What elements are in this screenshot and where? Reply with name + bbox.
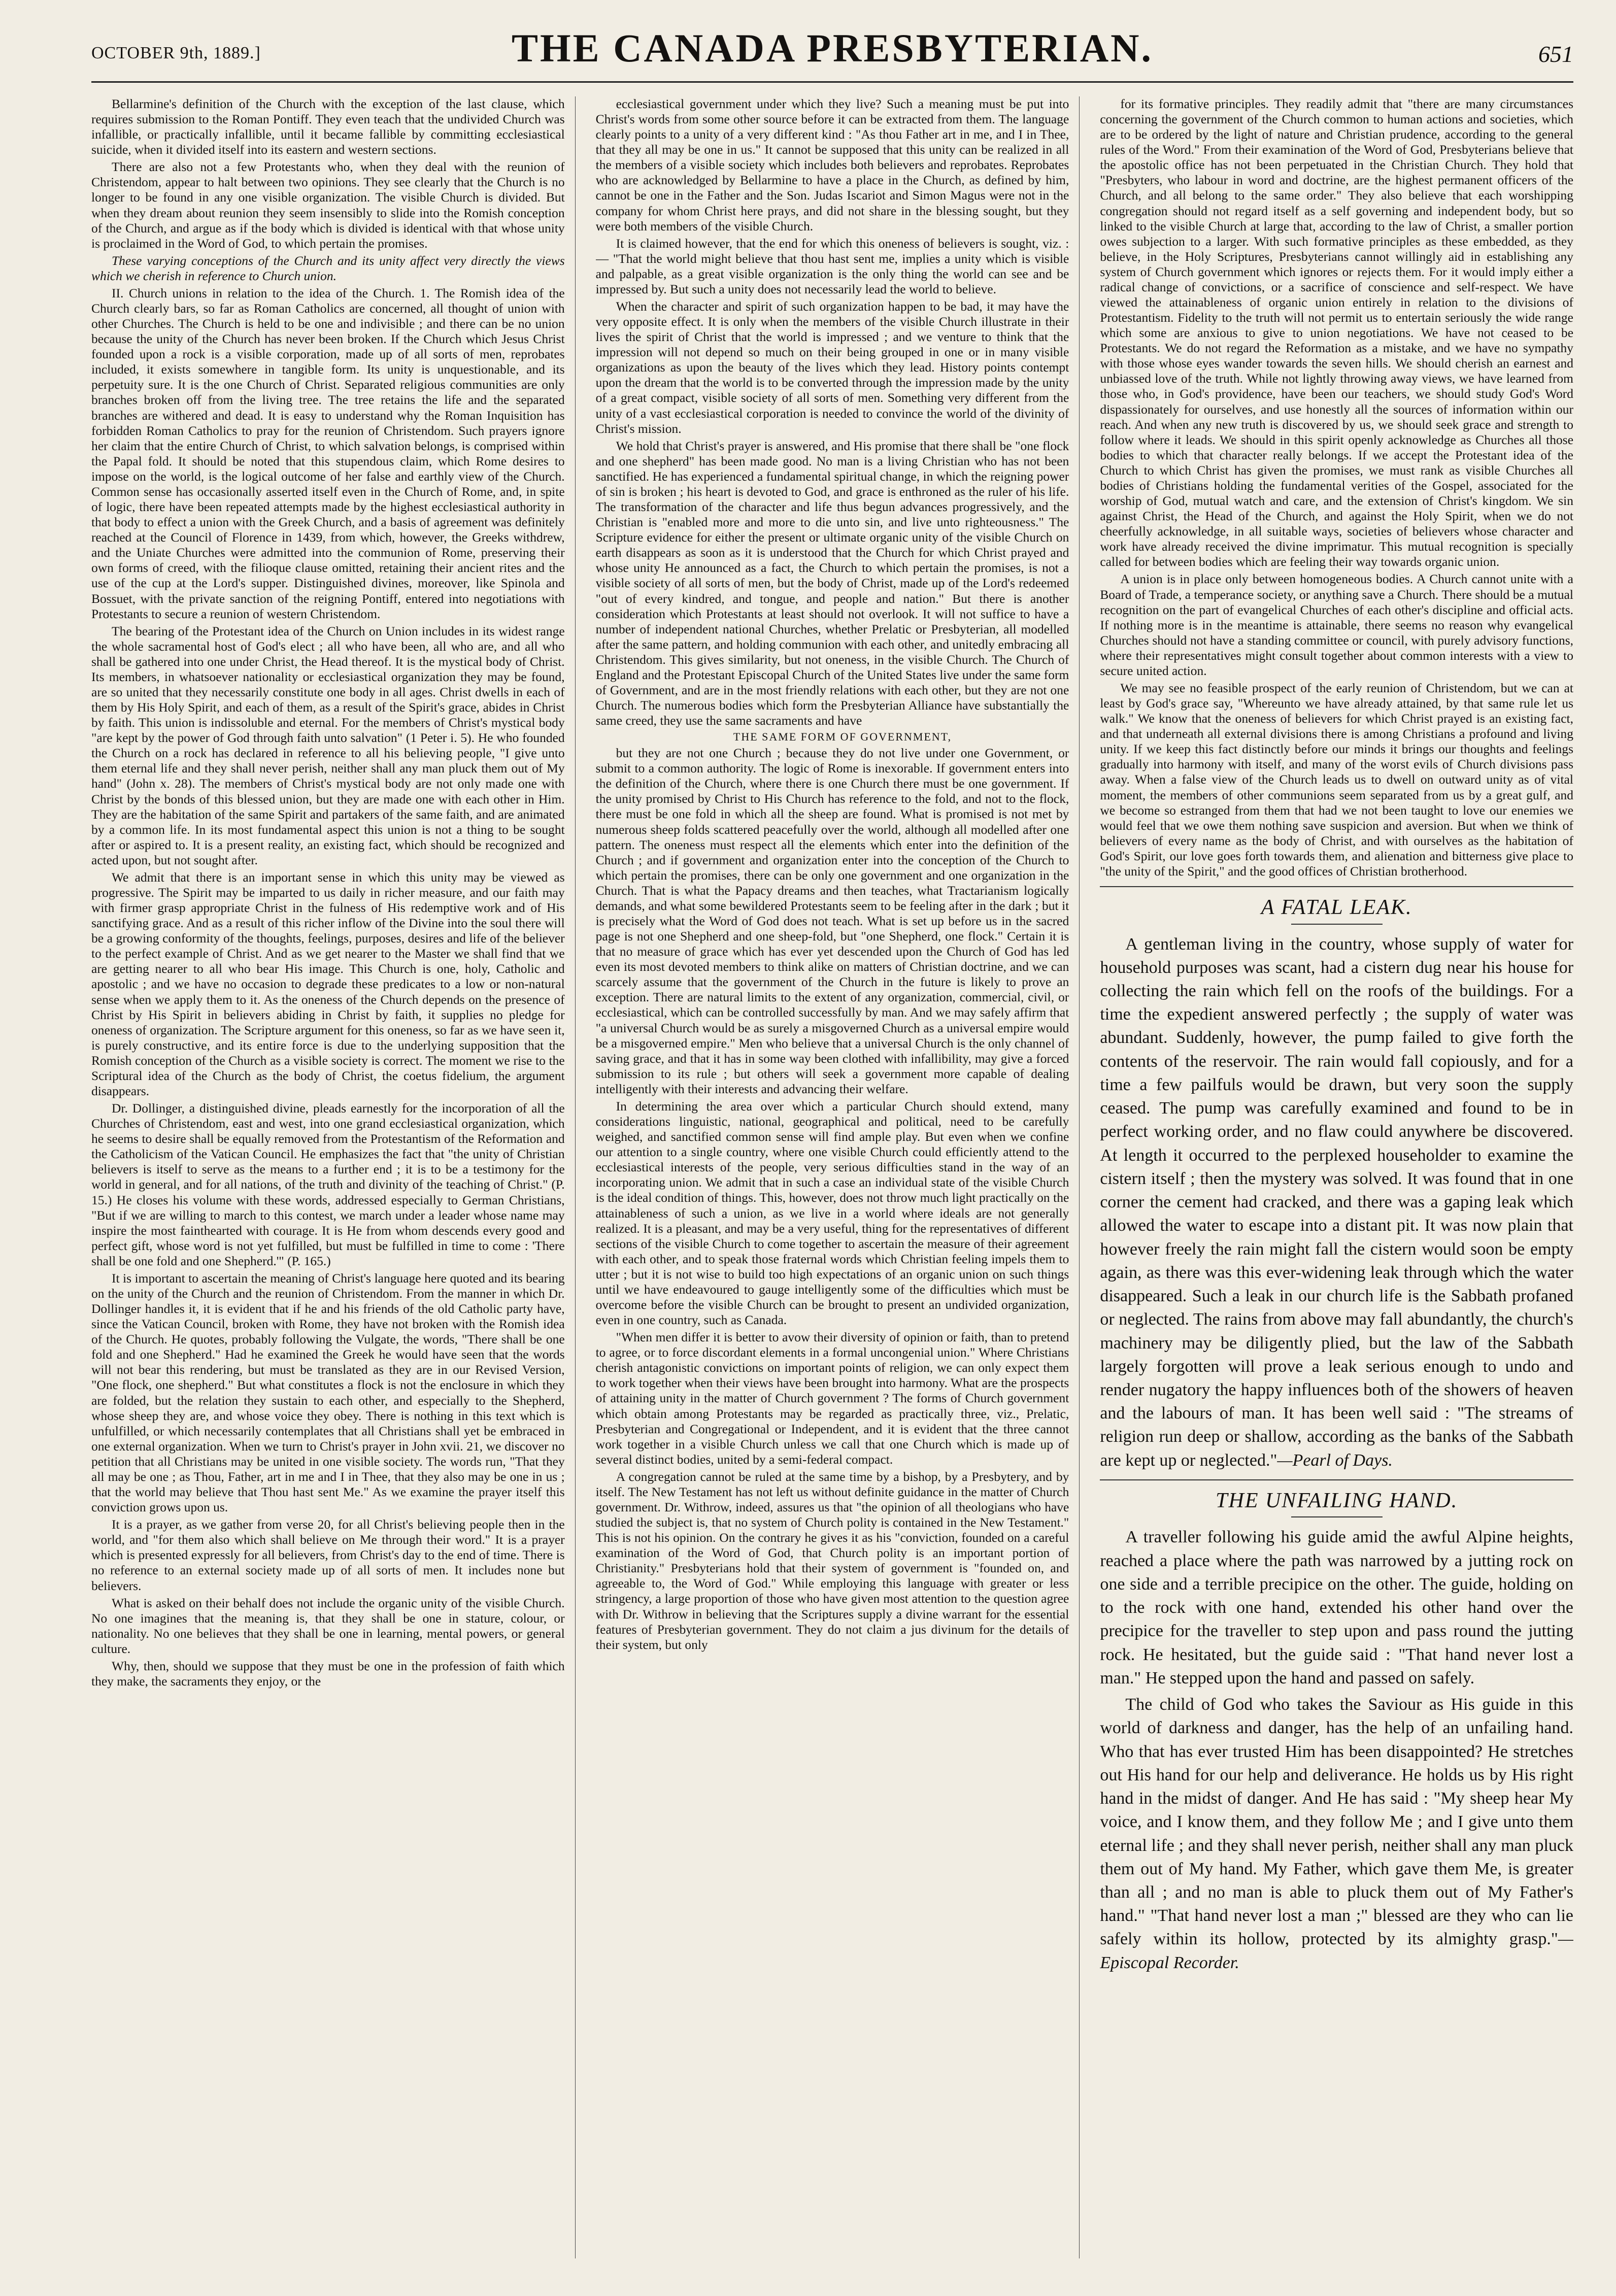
paragraph: It is claimed however, that the end for which this oneness of believers is sought, viz. :— "That the world might believe that thou hast sent me, implies a unity which is visible and palpable, as a great visible organization is the only thing the world can see and be impressed by. But such a unity does not necessarily lead the world to believe. [595, 235, 1069, 296]
masthead-title: THE CANADA PRESBYTERIAN. [511, 26, 1154, 70]
paragraph: "When men differ it is better to avow their diversity of opinion or faith, than to pretend to agree, or to force discordant elements in a formal uncongenial union." Where Christians cherish antagonistic convictions on important points of religion, we can only expect them to work together when their views have been brought into harmony. What are the prospects of attaining unity in the matter of Church government ? The forms of Church government which obtain among Protestants may be regarded as practically three, viz., Prelatic, Presbyterian and Congregational or Independent, and it is evident that the three cannot work together in a visible Church unless we call that one Church which is made up of several distinct bodies, united by a semi-federal compact. [595, 1330, 1069, 1467]
paragraph: We may see no feasible prospect of the early reunion of Christendom, but we can at least by God's grace say, "Whereunto we have already attained, by that same rule let us walk." We know that the oneness of believers for which Christ prayed is an existing fact, and that underneath all external divisions there is among Christians a profound and living unity. If we keep this fact distinctly before our minds it brings our thoughts and feelings gradually into harmony with itself, and many of the worst evils of Church divisions pass away. When a false view of the Church leads us to dwell on outward unity as of vital moment, the members of other communions seem separated from us by a great gulf, and we become so estranged from them that had we not been taught to love our enemies we would feel that we owe them nothing save suspicion and aversion. But when we think of believers of every name as the body of Christ, and with ourselves as the habitation of God's Spirit, our love goes forth towards them, and alienation and bitterness give place to "the unity of the Spirit," and the good offices of Christian brotherhood. [1100, 680, 1574, 879]
paragraph: A traveller following his guide amid the awful Alpine heights, reached a place where the path was narrowed by a jutting rock on one side and a terrible precipice on the other. The guide, holding on to the rock with one hand, extended his other hand over the precipice for the traveller to step upon and pass round the jutting rock. He hesitated, but the guide said : "That hand never lost a man." He stepped upon the hand and passed on safely. [1100, 1528, 1574, 1687]
page-header [91, 20, 1573, 83]
article-fatal-leak [1100, 886, 1573, 1472]
paragraph: II. Church unions in relation to the idea of the Church. 1. The Romish idea of the Church clearly bars, so far as Roman Catholics are concerned, all thought of union with other Churches. The Church is held to be one and indivisible ; and there can be no union because the unity of the Church has never been broken. If the Church which Jesus Christ founded upon a rock is a visible corporation, made up of all sorts of men, reprobates included, it exists somewhere in tangible form. Its unity is unquestionable, and its perpetuity sure. It is the one Church of Christ. Separated religious communities are only branches broken off from the living tree. The tree retains the life and the separated branches are withered and dead. It is easy to understand why the Roman Inquisition has forbidden Roman Catholics to pray for the reunion of Christendom. Such prayers ignore her claim that the entire Church of Christ, to which salvation belongs, is comprised within the Papal fold. It should be noted that this stupendous claim, which Rome desires to impose on the world, is the logical outcome of her false and earthly view of the Church. Common sense has occasionally asserted itself even in the Church of Rome, and, in spite of logic, there have been repeated attempts made by the highest ecclesiastical authority in that body to effect a union with the Greek Church, and a basis of agreement was definitely reached at the Council of Florence in 1439, from which, however, the Greeks withdrew, and the Uniate Churches were admitted into the communion of Rome, preserving their own forms of creed, with the filioque clause omitted, retaining their ancient rites and the use of the cup at the Lord's supper. Distinguished divines, moreover, like Spinola and Bossuet, with the private sanction of the reigning Pontiff, entered into negotiations with Protestants to secure a reunion of western Christendom. [91, 285, 565, 621]
paragraph: It is a prayer, as we gather from verse 20, for all Christ's believing people then in the world, and "for them also which shall believe on Me through their word." It is a prayer which is presented expressly for all believers, from Christ's day to the end of time. There is no reference to an external society made up of all sorts of men. It includes none but believers. [91, 1517, 565, 1593]
paragraph: In determining the area over which a particular Church should extend, many considerations linguistic, national, geographical and political, need to be carefully weighed, and sanctified common sense will find ample play. But even when we confine our attention to a single country, where one visible Church could efficiently attend to the ecclesiastical interests of the people, very serious difficulties stand in the way of an incorporating union. We admit that in such a case an individual state of the visible Church is the ideal condition of things. This, however, does not throw much light practically on the attainableness of such a union, as we live in a world where ideals are not generally realized. It is a pleasant, and may be a very useful, thing for the representatives of different sections of the visible Church to come together to ascertain the measure of their agreement with each other, and to speak those fraternal words which Christian feeling impels them to utter ; but it is not wise to build too high expectations of an organic union on such things until we have endeavoured to gauge intelligently some of the difficulties which must be overcome before the visible Church can be brought to present an undivided organization, even in one country, such as Canada. [595, 1098, 1069, 1328]
article-title: THE UNFAILING HAND. [1216, 1489, 1458, 1512]
title-rule [1291, 924, 1383, 925]
paragraph: A union is in place only between homogeneous bodies. A Church cannot unite with a Board of Trade, a temperance society, or anything save a Church. There should be a mutual recognition on the part of evangelical Churches of each other's discipline and official acts. If nothing more is in the meantime is attainable, there seems no reason why evangelical Churches should not have a standing committee or council, with purely advisory functions, where their representatives might consult together about common interests with a view to secure united action. [1100, 571, 1574, 678]
column-3 [1100, 96, 1573, 2258]
paragraph: These varying conceptions of the Church and its unity affect very directly the views which we cherish in reference to Church union. [91, 253, 565, 283]
article-title: A FATAL LEAK. [1261, 895, 1412, 919]
paragraph: We admit that there is an important sense in which this unity may be viewed as progressive. The Spirit may be imparted to us daily in richer measure, and our faith may with firmer grasp appropriate Christ in the fulness of His redemptive work and of His sanctifying grace. And as a result of this richer inflow of the Divine into the soul there will be a growing conformity of the thoughts, feelings, purposes, desires and life of the believer to the perfect example of Christ. And as we get nearer to the Master we shall find that we are getting nearer to all who bear His image. This Church is one, holy, Catholic and apostolic ; and we have no occasion to degrade these predicates to a low or non-natural sense when we apply them to it. As the oneness of the Church depends on the presence of Christ by His Spirit in believers abiding in Christ by faith, it supplies no pledge for oneness of organization. The Scripture argument for this oneness, so far as we have seen it, is purely constructive, and its entire force is due to the underlying supposition that the Romish conception of the Church as a visible society is correct. The moment we rise to the Scriptural idea of the Church as the body of Christ, the coetus fidelium, the argument disappears. [91, 869, 565, 1098]
paragraph: Bellarmine's definition of the Church with the exception of the last clause, which requires submission to the Roman Pontiff. They even teach that the undivided Church was infallible, or practically infallible, until it became fallible by committing ecclesiastical suicide, when it divided itself into its eastern and western sections. [91, 96, 565, 157]
article-byline: —Episcopal Recorder. [1100, 1930, 1574, 1972]
article-body [1100, 1693, 1573, 1975]
paragraph: for its formative principles. They readily admit that "there are many circumstances concerning the government of the Church common to human actions and societies, which are to be ordered by the light of nature and Christian prudence, according to the general rules of the Word." From their examination of the Word of God, Presbyterians believe that the apostolic office has not been perpetuated in the Christian Church. They hold that "Presbyters, who labour in word and doctrine, are the highest permanent officers of the Church, and all belong to the same order." They also believe that each worshipping congregation should not regard itself as a self governing and independent body, but so linked to the visible Church at large that, according to the law of Christ, a smaller portion owes subjection to a larger. With such formative principles as these embedded, as they believe, in the Holy Scriptures, Presbyterians cannot willingly aid in establishing any system of Church government which ignores or rejects them. For it would imply either a radical change of convictions, or a sacrifice of conscience and self-respect. We have viewed the attainableness of organic union entirely in relation to the divisions of Protestantism. Fidelity to the truth will not permit us to entertain seriously the wide range which some are anxious to give to union negotiations. We have not ceased to be Protestants. We do not regard the Reformation as a mistake, and we have no sympathy with those whose eyes wander towards the seven hills. We should cherish an earnest and unbiassed love of the truth. While not lightly throwing away views, we have learned from those who, in God's providence, have been our teachers, we should study God's Word dispassionately for ourselves, and use honestly all the sources of information within our reach. And when any new truth is discovered by us, we should seek grace and strength to follow where it leads. We should in this spirit openly acknowledge as Churches all those bodies to which that character really belongs. If we accept the Protestant idea of the Church to which Christ has given the promises, we must rank as visible Churches all bodies of Christians holding the fundamental verities of the Gospel, associated for the worship of God, mutual watch and care, and the extension of Christ's kingdom. We sin against Christ, the Head of the Church, and against the Holy Spirit, when we do not cheerfully acknowledge, in all suitable ways, societies of believers whose character and work have already received the divine imprimatur. This mutual recognition is specially called for between bodies which are feeling their way towards organic union. [1100, 96, 1574, 569]
page-number: 651 [1538, 41, 1573, 67]
paragraph: We hold that Christ's prayer is answered, and His promise that there shall be "one flock and one shepherd" has been made good. No man is a living Christian who has not been sanctified. He has experienced a fundamental spiritual change, in which the reigning power of sin is broken ; his heart is devoted to God, and grace is enthroned as the ruler of his life. The transformation of the character and life thus begun advances progressively, and the Christian is "enabled more and more to die unto sin, and live unto righteousness." The Scripture evidence for either the present or ultimate organic unity of the visible Church on earth disappears as soon as it is understood that the Church for which Christ prayed and whose unity He announced as a fact, the Church to which pertain the promises, is not a visible society of all sorts of men, but the body of Christ, made up of the Lord's redeemed "out of every kindred, and tongue, and people and nation." But there is another consideration which Protestants at least should not overlook. It will not suffice to have a number of independent national Churches, whether Prelatic or Presbyterian, all modelled after the same pattern, and holding communion with each other, and unitedly embracing all Christendom. This gives similarity, but not oneness, in the visible Church. The Church of England and the Protestant Episcopal Church of the United States live under the same form of Government, and are in the most friendly relations with each other, but they are not one Church. The numerous bodies which form the Presbyterian Alliance have substantially the same creed, they use the same sacraments and have [595, 438, 1069, 728]
column-2 [596, 96, 1080, 2258]
paragraph: There are also not a few Protestants who, when they deal with the reunion of Christendom, appear to halt between two opinions. They see clearly that the Church is no longer to be found in any one visible organization. The visible Church is divided. But when they dream about reunion they seem insensibly to slide into the Romish conception of the Church, and argue as if the body which is divided is identical with that whose unity is proclaimed in the Word of God, to which pertain the promises. [91, 159, 565, 251]
article-text: The child of God who takes the Saviour as His guide in this world of darkness and danger, has the help of an unfailing hand. Who that has ever trusted Him has been disappointed? He stretches out His hand for our help and deliverance. He holds us by His right hand in the midst of danger. And He has said : "My sheep hear My voice, and I know them, and they follow Me ; and I give unto them eternal life ; and they shall never perish, neither shall any man pluck them out of My hand. My Father, which gave them Me, is greater than all ; and no man is able to pluck them out of My Father's hand." "That hand never lost a man ;" blessed are they who can lie safely within its hollow, protected by its almighty grasp." [1100, 1695, 1574, 1949]
text-columns [91, 96, 1573, 2258]
article-text: A gentleman living in the country, whose supply of water for household purposes was scant, had a cistern dug near his house for collecting the rain which fell on the roofs of the buildings. For a time the expedient answered perfectly ; the supply of water was abundant. Suddenly, however, the pump failed to give forth the contents of the reservoir. The rain would fall copiously, and for a time a few pailfuls would be drawn, but very soon the supply ceased. The pump was carefully examined and found to be in perfect working order, and no flaw could anywhere be discovered. At length it occurred to the perplexed householder to examine the cistern itself ; then the mystery was solved. It was found that in one corner the cement had cracked, and there was a gaping leak which allowed the water to escape into a distant pit. It was now plain that however freely the rain might fall the cistern would soon be empty again, as there was this ever-widening leak through which the water disappeared. Such a leak in our church life is the Sabbath profaned or neglected. The rains from above may fall abundantly, the church's machinery may be diligently plied, but the law of the Sabbath largely forgotten will prove a leak serious enough to undo and render nugatory the happy influences both of the showers of heaven and the labours of man. It has been well said : "The streams of religion run deep or shallow, according as the banks of the Sabbath are kept up or neglected." [1100, 934, 1574, 1470]
paragraph: The bearing of the Protestant idea of the Church on Union includes in its widest range the whole sacramental host of God's elect ; all who have been, all who are, and all who shall be gathered into one under Christ, the Head thereof. It is the mystical body of Christ. Its members, in whatsoever nationality or ecclesiastical organization they may be found, are so united that they necessarily constitute one body in all ages. Christ dwells in each of them by His Holy Spirit, and each of them, as a result of the Spirit's grace, abides in Christ by faith. This union is indissoluble and eternal. For the members of Christ's mystical body "are kept by the power of God through faith unto salvation" (1 Peter i. 5). He who founded the Church on a rock has declared in reference to all his believing people, "I give unto them eternal life and they shall never perish, neither shall any man pluck them out of My hand" (John x. 28). The members of Christ's mystical body are not only made one with Christ by the bonds of this blessed union, but they are made one with each other in Him. They are the habitation of the same Spirit and partakers of the same faith, and are animated by a common life. In its most fundamental aspect this union is not a thing to be sought after or aspired to. It is a present reality, an existing fact, which should be recognized and acted upon, but not sought after. [91, 623, 565, 867]
paragraph: Dr. Dollinger, a distinguished divine, pleads earnestly for the incorporation of all the Churches of Christendom, east and west, into one grand ecclesiastical organization, which he seems to desire shall be equally removed from the Protestantism of the Reformation and the Catholicism of the Vatican Council. He emphasizes the fact that "the unity of Christian believers is itself to serve as the means to a further end ; it is to be a testimony for the world in general, and for all nations, of the truth and divinity of the teaching of Christ." (P. 15.) He closes his volume with these words, addressed especially to German Christians, "But if we are willing to march to this contest, we march under a leader whose name may inspire the most fainthearted with courage. It is He from whom descends every good and perfect gift, whose word is not yet fulfilled, but must be fulfilled in time to come : 'There shall be one fold and one Shepherd.'" (P. 165.) [91, 1101, 565, 1268]
paragraph: When the character and spirit of such organization happen to be bad, it may have the very opposite effect. It is only when the members of the visible Church illustrate in their lives the spirit of Christ that the world is impressed ; and we venture to think that the impression will not depend so much on their being grouped in one or in many visible organizations as upon the beauty of the lives which they lead. History points contempt upon the dream that the world is to be converted through the impression made by the unity of a great compact, visible society of all sorts of men. Something very different from the unity of a vast ecclesiastical corporation is needed to convince the world of the divinity of Christ's mission. [595, 299, 1069, 436]
paragraph: Why, then, should we suppose that they must be one in the profession of faith which they make, the sacraments they enjoy, or the [91, 1658, 565, 1689]
paragraph: but they are not one Church ; because they do not live under one Government, or submit to a common authority. The logic of Rome is inexorable. If government enters into the definition of the Church, where there is one Church there must be one government. If the unity promised by Christ to His Church has reference to the fold, and not to the flock, there must be one fold in which all the sheep are found. What is promised is not met by numerous sheep folds scattered peacefully over the world, although all modelled after one pattern. The oneness must respect all the elements which enter into the definition of the Church ; and if government and organization enter into the conception of the Church to which pertain the promises, there can be only one government and one organization in the Church. That is what the Papacy dreams and then teaches, what Tractarianism logically demands, and what some bewildered Protestants seem to be feeling after in the dark ; but it is precisely what the Word of God does not teach. What is set up before us in the sacred page is not one Shepherd and one sheep-fold, but "one Shepherd, one flock." Certain it is that no measure of grace which has ever yet descended upon the Church of God has led even its most devoted members to think alike on matters of Christian doctrine, and we can scarcely assume that the government of the Church in the future is likely to prove an exception. There are natural limits to the extent of any organization, commercial, civil, or ecclesiastical, which can be controlled successfully by man. And we may safely affirm that "a universal Church would be as surely a misgoverned Church as a universal empire would be a misgoverned empire." Men who believe that a universal Church is the only channel of saving grace, and that it has in some way been clothed with infallibility, may give a forced submission to its rule ; but others will seek a government more capable of dealing intelligently with their interests and advancing their welfare. [595, 746, 1069, 1096]
title-rule [1291, 1516, 1383, 1517]
article-body [1100, 933, 1573, 1472]
paragraph: ecclesiastical government under which they live? Such a meaning must be put into Christ's words from some other source before it can be extracted from them. The language clearly points to a unity of a very different kind : "As thou Father art in me, and I in Thee, that they all may be one in us." It cannot be supposed that this unity can be realized in all the members of a visible society which includes both believers and reprobates. Reprobates who are acknowledged by Bellarmine to have a place in the Church, as defined by him, cannot be one in the Father and the Son. Judas Iscariot and Simon Magus were not in the company for whom Christ here prays, and did not share in the blessing sought, but they were both members of the visible Church. [595, 96, 1069, 233]
column-1 [91, 96, 576, 2258]
article-byline: —Pearl of Days. [1277, 1450, 1393, 1470]
article-unfailing-hand [1100, 1479, 1573, 1975]
paragraph: What is asked on their behalf does not include the organic unity of the visible Church. No one imagines that the meaning is, that they shall be one in stature, colour, or nationality. No one believes that they shall be one in learning, mental powers, or general culture. [91, 1595, 565, 1656]
section-subheading: THE SAME FORM OF GOVERNMENT, [733, 730, 952, 744]
issue-date: OCTOBER 9th, 1889.] [91, 44, 261, 62]
paragraph: It is important to ascertain the meaning of Christ's language here quoted and its bearing on the unity of the Church and the reunion of Christendom. From the manner in which Dr. Dollinger handles it, it is evident that if he and his friends of the old Catholic party have, since the Vatican Council, broken with Rome, they have not broken with the Romish idea of the Church. He quotes, probably following the Vulgate, the words, "There shall be one fold and one Shepherd." Had he examined the Greek he would have seen that the words will not bear this rendering, but must be translated as they are in our Revised Version, "One flock, one shepherd." But what constitutes a flock is not the enclosure in which they are folded, but the relation they sustain to each other, and especially to the Shepherd, whose sheep they are, and whose voice they obey. There is nothing in this text which is unfulfilled, or which necessarily contemplates that all Christians shall yet be embraced in one external organization. When we turn to Christ's prayer in John xvii. 21, we discover no petition that all Christians may be united in one visible society. The words run, "That they all may be one ; as Thou, Father, art in me and I in Thee, that they also may be one in us ; that the world may believe that Thou hast sent Me." As we examine the prayer itself this conviction grows upon us. [91, 1270, 565, 1515]
paragraph: A congregation cannot be ruled at the same time by a bishop, by a Presbytery, and by itself. The New Testament has not left us without definite guidance in the matter of Church government. Dr. Withrow, indeed, assures us that "the opinion of all theologians who have studied the subject is, that no system of Church polity is contained in the New Testament." This is not his opinion. On the contrary he gives it as his "conviction, founded on a careful examination of the Word of God, that Church polity is an important portion of Christianity." Presbyterians hold that their system of government is "founded on, and agreeable to, the Word of God." While employing this language with greater or less stringency, a large proportion of those who have given most attention to the question agree with Dr. Withrow in believing that the Scriptures supply a divine warrant for the essential features of Presbyterian government. They do not claim a jus divinum for the details of their system, but only [595, 1469, 1069, 1652]
